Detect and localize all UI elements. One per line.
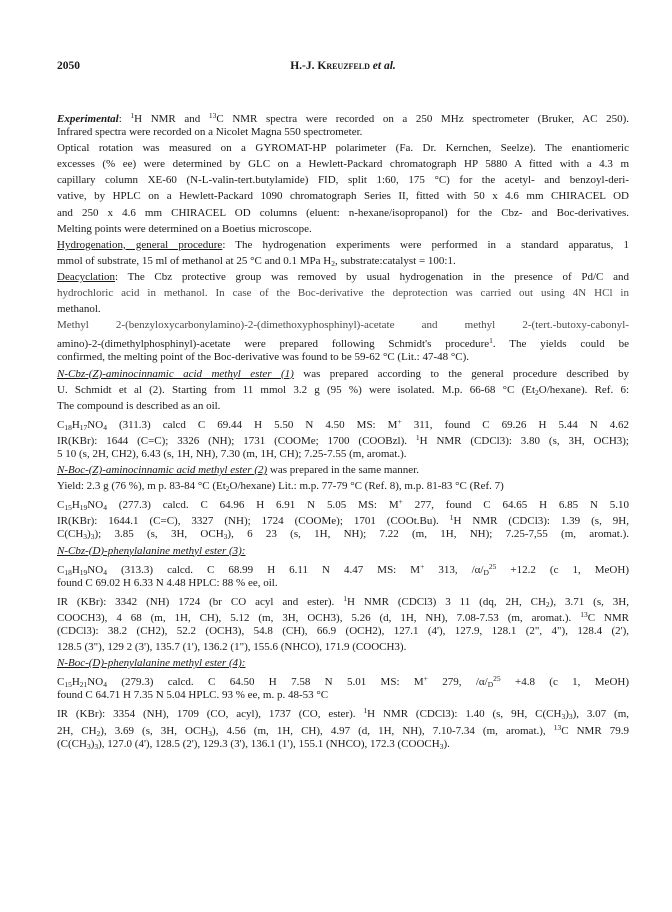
text-run: IR (KBr): 3342 (NH) 1724 (br CO acyl and ester). xyxy=(57,595,344,608)
text-run: ), 6 23 (s, 1H, NH); 7.22 (m, 1H, NH); 7.25-7,55 (m, aromat.). xyxy=(227,528,629,541)
text-line xyxy=(57,237,629,253)
text-line xyxy=(57,108,629,124)
superscript: 1 xyxy=(343,593,347,603)
superscript: 1 xyxy=(449,513,454,523)
subscript: 17 xyxy=(79,422,88,432)
text-run: H xyxy=(71,676,80,689)
running-head-etal: et al. xyxy=(369,60,396,72)
subscript: 21 xyxy=(79,680,88,690)
text-run: methanol. xyxy=(57,303,101,316)
superscript: + xyxy=(423,674,428,684)
superscript: 13 xyxy=(580,609,588,619)
text-line xyxy=(57,333,629,349)
text-run: (279.3) calcd. C 64.50 H 7.58 N 5.01 MS: M xyxy=(106,676,424,689)
text-run: IR(KBr): 1644.1 (C=C), 3327 (NH); 1724 (COOMe); 1701 (COOt.Bu). xyxy=(57,515,450,528)
superscript: 25 xyxy=(488,561,497,571)
subscript: 3 xyxy=(223,532,228,542)
subscript: 2 xyxy=(535,387,539,397)
text-run: amino)-2-(dimethylphosphinyl)-acetate were prepared following Schmidt's procedure xyxy=(57,338,490,351)
text-line xyxy=(57,462,629,478)
text-run: O/hexane) Lit.: m.p. 77-79 °C (Ref. 8), m.p. 81-83 °C (Ref. 7) xyxy=(229,480,504,493)
text-run: ). xyxy=(443,737,450,750)
text-line xyxy=(57,285,629,301)
section-heading: Hydrogenation, general procedure xyxy=(57,238,223,251)
superscript: 13 xyxy=(208,111,217,120)
subscript: 2 xyxy=(225,484,230,494)
text-line xyxy=(57,494,629,513)
text-line xyxy=(57,398,629,414)
page-number: 2050 xyxy=(57,60,80,72)
subscript: 3 xyxy=(561,712,566,722)
text-line xyxy=(57,188,629,204)
text-run: . The yields could be xyxy=(492,338,629,351)
text-run: 2H, CH xyxy=(57,724,97,737)
text-line xyxy=(57,366,629,382)
subscript: 4 xyxy=(103,503,107,513)
text-run: O/hexane). Ref. 6: xyxy=(538,383,629,396)
text-run: H xyxy=(71,499,80,512)
subscript: 19 xyxy=(79,503,88,513)
superscript: 1 xyxy=(363,706,368,716)
text-run: : The Cbz protective group was removed by usual hydrogenation in the presence of Pd/C and xyxy=(115,270,629,283)
text-run: hydrochloric acid in methanol. In case of the Boc-derivative the deprotection was carried out using 4N HCl in xyxy=(57,287,629,300)
text-line xyxy=(57,349,629,365)
text-run: ); 3.85 (s, 3H, OCH xyxy=(94,528,224,541)
text-run: Methyl 2-(benzyloxycarbonylamino)-2-(dimethoxyphosphinyl)-acetate and methyl 2-(tert.-butoxy-cabonyl- xyxy=(57,319,629,332)
text-run: ) xyxy=(565,708,569,721)
text-run: Infrared spectra were recorded on a Nicolet Magna 550 spectrometer. xyxy=(57,126,363,139)
subscript: 4 xyxy=(103,567,107,577)
text-run: (313.3) calcd. C 68.99 H 6.11 N 4.47 MS: M xyxy=(106,563,421,576)
text-line xyxy=(57,526,629,542)
text-run: 279, /α/ xyxy=(427,676,488,689)
text-run: C NMR spectra were recorded on a 250 MHz spectrometer (Bruker, AC 250). xyxy=(216,113,629,125)
text-line xyxy=(57,559,629,575)
text-run: ), 127.0 (4'), 128.5 (2'), 129.3 (3'), 136.1 (1'), 155.1 (NHCO), 172.3 (COOCH xyxy=(98,737,440,750)
text-run: ) xyxy=(90,737,95,750)
text-line xyxy=(57,205,629,221)
subscript: 19 xyxy=(79,567,88,577)
text-run: C xyxy=(57,563,65,576)
text-run: (311.3) calcd C 69.44 H 5.50 N 4.50 MS: M xyxy=(106,418,398,431)
text-line xyxy=(57,736,629,752)
subscript: 15 xyxy=(64,680,72,690)
text-line xyxy=(57,703,630,722)
section-heading: N-Cbz-(D)-phenylalanine methyl ester (3): xyxy=(57,544,246,557)
text-run: H NMR (CDCl3): 1.39 (s, 9H, xyxy=(453,515,630,528)
subscript: 3 xyxy=(568,712,573,722)
text-run: 5 10 (s, 2H, CH2), 6.43 (s, 1H, NH), 7.30 (m, 1H, CH); 7.25-7.55 (m, aromat.). xyxy=(57,447,407,460)
subscript: 15 xyxy=(64,503,72,513)
subscript: 2 xyxy=(96,728,101,738)
text-run: IR (KBr): 3354 (NH), 1709 (CO, acyl), 1737 (CO, ester). xyxy=(57,708,364,721)
text-run: (277.3) calcd. C 64.96 H 6.91 N 5.05 MS: M xyxy=(106,499,399,512)
section-heading: N-Cbz-(Z)-aminocinnamic acid methyl ester (1) xyxy=(57,367,294,380)
text-run: NO xyxy=(87,563,104,576)
text-run: Experimental xyxy=(57,113,119,125)
text-line xyxy=(57,317,629,333)
text-run: found C 69.02 H 6.33 N 4.48 HPLC: 88 % ee, oil. xyxy=(57,576,278,589)
text-line xyxy=(57,253,629,269)
text-run: H xyxy=(71,418,80,431)
subscript: 2 xyxy=(545,599,550,609)
text-run: H xyxy=(71,563,80,576)
superscript: 1 xyxy=(130,111,135,120)
text-line xyxy=(57,623,629,639)
text-line xyxy=(57,172,629,188)
text-run: capillary column XE-60 (N-L-valin-tert.butylamide) FID, split 1:60, 175 °C) for the acetyl- and benzoyl-deri- xyxy=(57,174,629,187)
text-run: was prepared in the same manner. xyxy=(267,464,419,477)
text-run: ), 3.07 (m, xyxy=(572,708,630,721)
text-run: and 250 x 4.6 mm CHIRACEL OD columns (eluent: n-hexane/isopropanol) for the Cbz- and Boc-derivatives. xyxy=(57,206,629,219)
text-line xyxy=(57,269,629,285)
text-run: +12.2 (c 1, MeOH) xyxy=(496,563,629,576)
text-run: 311, found C 69.26 H 5.44 N 4.62 xyxy=(401,418,629,431)
text-run: C xyxy=(57,418,65,431)
subscript: 3 xyxy=(94,741,99,751)
text-line xyxy=(57,221,629,237)
section-heading: Deacyclation xyxy=(57,270,116,283)
text-line xyxy=(57,382,629,398)
text-line xyxy=(57,446,629,462)
text-line xyxy=(57,156,629,172)
text-run: Melting points were determined on a Boetius microscope. xyxy=(57,222,312,235)
text-line xyxy=(57,655,629,671)
text-run: was prepared according to the general procedure described by xyxy=(293,367,629,380)
subscript: 4 xyxy=(103,680,107,690)
running-head xyxy=(57,60,629,72)
superscript: 13 xyxy=(553,722,562,732)
text-run: C xyxy=(57,499,65,512)
text-run: 128.5 (3"), 129 2 (3'), 135.7 (1'), 136.2 (1"), 155.6 (NHCO), 171.9 (COOCH3). xyxy=(57,641,407,654)
text-run: found C 64.71 H 7.35 N 5.04 HPLC. 93 % ee, m. p. 48-53 °C xyxy=(57,689,329,702)
text-run: Optical rotation was measured on a GYROMAT-HP polarimeter (Fa. Dr. Kernchen, Seelze). The enantiomeric xyxy=(57,142,629,155)
superscript: 1 xyxy=(489,336,493,346)
superscript: + xyxy=(398,497,403,507)
subscript: 18 xyxy=(64,422,72,432)
text-run: , substrate:catalyst = 100:1. xyxy=(334,254,456,267)
subscript: 3 xyxy=(86,741,91,751)
text-run: NO xyxy=(87,418,104,431)
running-head-author: H.-J. xyxy=(290,60,318,72)
text-run: Yield: 2.3 g (76 %), m p. 83-84 °C (Et xyxy=(57,480,226,493)
text-run: H NMR and xyxy=(134,113,209,125)
text-line xyxy=(57,301,629,317)
text-run: H NMR (CDCl3): 1.40 (s, 9H, C(CH xyxy=(367,708,562,721)
text-run: U. Schmidt et al (2). Starting from 11 mmol 3.2 g (95 %) were isolated. M.p. 66-68 °C (Et xyxy=(57,383,536,396)
subscript: D xyxy=(483,567,489,577)
text-line xyxy=(57,575,629,591)
superscript: 25 xyxy=(493,674,501,684)
text-run: COOCH3), 4 68 (m, 1H, CH), 5.12 (m, 3H, OCH3), 5.26 (d, 1H, NH), 7.08-7.53 (m, aromat.). xyxy=(57,611,581,624)
text-line xyxy=(57,639,629,655)
text-run: mmol of substrate, 15 ml of methanol at 25 °C and 0.1 MPa H xyxy=(57,254,332,267)
subscript: 3 xyxy=(83,532,88,542)
text-run: : xyxy=(118,113,131,125)
text-line xyxy=(57,687,629,703)
subscript: 3 xyxy=(90,532,95,542)
superscript: + xyxy=(397,416,402,426)
text-run: NO xyxy=(87,499,104,512)
section-heading: N-Boc-(Z)-aminocinnamic acid methyl ester (2) xyxy=(57,464,268,477)
text-line xyxy=(57,430,629,446)
text-line xyxy=(57,124,629,140)
subscript: 2 xyxy=(331,258,335,268)
text-run: ), 4.56 (m, 1H, CH), 4.97 (d, 1H, NH), 7.10-7.34 (m, aromat.), xyxy=(212,724,554,737)
text-run: +4.8 (c 1, MeOH) xyxy=(500,676,629,689)
subscript: D xyxy=(487,680,494,690)
text-run: 277, found C 64.65 H 6.85 N 5.10 xyxy=(402,499,629,512)
text-run: IR(KBr): 1644 (C=C); 3326 (NH); 1731 (COOMe; 1700 (COOBzl). xyxy=(57,434,416,447)
text-run: vative, by HPLC on a Hewlett-Packard 1090 chromatograph Series II, fitted with 50 x 4.6 mm CHIRACEL OD xyxy=(57,190,629,203)
text-run: ), 3.71 (s, 3H, xyxy=(549,595,629,608)
text-run: C NMR xyxy=(587,611,629,624)
text-line xyxy=(57,671,629,690)
text-run: ), 3.69 (s, 3H, OCH xyxy=(100,724,209,737)
text-line xyxy=(57,140,629,156)
text-run: excesses (% ee) were determined by GLC on a Hewlett-Packard chromatograph HP 5880 A fitted with a 4.3 m xyxy=(57,158,629,171)
text-run: C NMR 79.9 xyxy=(561,724,629,737)
subscript: 3 xyxy=(208,728,213,738)
text-run: (C(CH xyxy=(57,737,87,750)
text-run: C xyxy=(57,676,65,689)
text-run: confirmed, the melting point of the Boc-derivative was found to be 59-62 °C (Lit.: 47-48 °C). xyxy=(57,351,470,364)
text-run: The compound is described as an oil. xyxy=(57,399,221,412)
text-line xyxy=(57,414,629,430)
superscript: 1 xyxy=(415,432,420,442)
text-run: : The hydrogenation experiments were performed in a standard apparatus, 1 xyxy=(222,238,629,251)
text-run: C(CH xyxy=(57,528,84,541)
text-run: 313, /α/ xyxy=(424,563,484,576)
page-header xyxy=(57,60,629,76)
text-run: H NMR (CDCl3): 3.80 (s, 3H, OCH3); xyxy=(419,434,629,447)
subscript: 4 xyxy=(103,422,107,432)
text-run: (CDCl3): 38.2 (CH2), 52.2 (OCH3), 54.8 (CH), 66.9 (OCH2), 127.1 (4'), 127.9, 128.1 (2", 4"), 128.4 (2'), xyxy=(57,625,629,637)
body-text xyxy=(57,108,629,752)
text-line xyxy=(57,510,629,526)
text-run: H NMR (CDCl3) 3 11 (dq, 2H, CH xyxy=(346,595,546,608)
text-line xyxy=(57,591,629,607)
subscript: 18 xyxy=(64,567,72,577)
superscript: + xyxy=(420,561,425,571)
text-line xyxy=(57,720,629,736)
text-line xyxy=(57,543,629,559)
text-line xyxy=(57,478,629,494)
text-line xyxy=(57,607,629,623)
section-heading: N-Boc-(D)-phenylalanine methyl ester (4): xyxy=(57,657,246,670)
text-run: ) xyxy=(87,528,91,541)
subscript: 3 xyxy=(439,741,444,751)
text-run: NO xyxy=(87,676,104,689)
running-head-author-surname: Kreuzfeld xyxy=(317,60,370,72)
